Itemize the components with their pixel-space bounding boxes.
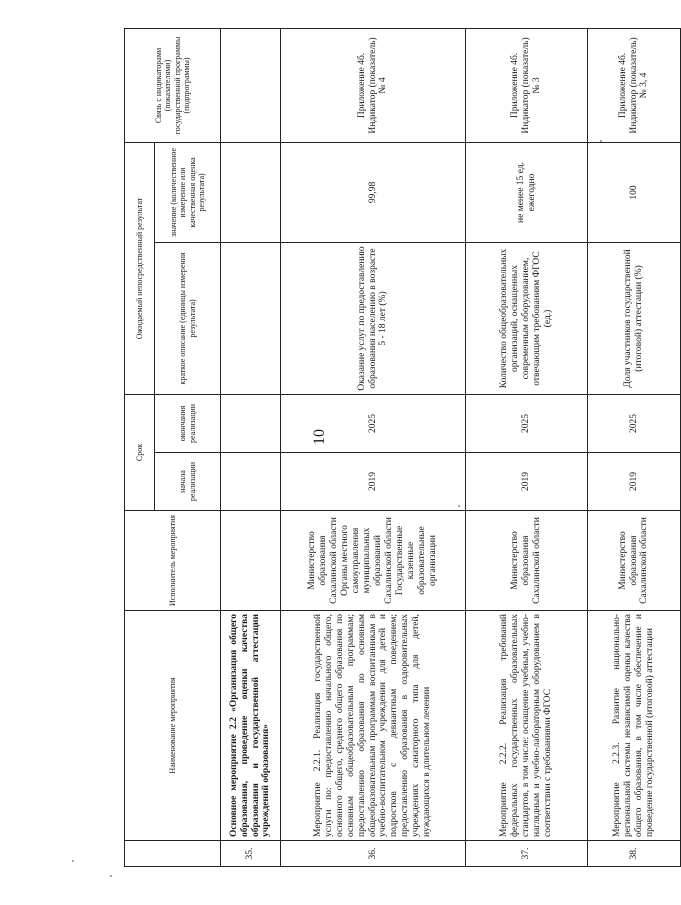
table-row — [466, 28, 588, 866]
row-value: не менее 15 ед. ежегодно — [466, 142, 588, 242]
page-number: 10 — [311, 429, 328, 445]
row-num: 37. — [466, 841, 588, 867]
row-start: 2019 — [466, 453, 588, 511]
row-desc — [221, 242, 281, 394]
table-row — [221, 28, 281, 866]
rotated-table-wrapper — [124, 29, 680, 867]
row-name: Основное мероприятие 2.2 «Организация общего образования, проведение оценки качества образования и государственной аттестации учреждений образования» — [221, 611, 281, 841]
row-desc: Количество общеобразовательных организаций, оснащенных современным оборудованием, отвечающим требованиям ФГОС (ед.) — [466, 242, 588, 394]
row-executor: Министерство образования Сахалинской области — [588, 511, 681, 611]
row-value: 100 — [588, 142, 681, 242]
row-executor: Министерство образования Сахалинской области — [466, 511, 588, 611]
header-result: Ожидаемый непосредственный результат — [125, 142, 155, 394]
row-end: 2025 — [466, 394, 588, 452]
row-num: 38. — [588, 841, 681, 867]
header-row-1 — [125, 28, 155, 866]
header-end: окончания реализации — [155, 394, 221, 452]
row-name: Мероприятие 2.2.1. Реализация государственной услуги по: предоставлению начального общего, основного общего, среднего общего образования по основным общеобразовательным программам; предоставлению образования по основным общеобразовательным программам воспитанникам в учебно-воспитательном учреждении для детей и подростков с девиантным поведением; предоставлению образования в оздоровительных учреждениях санаторного типа для детей, нуждающихся в длительном лечении — [281, 611, 466, 841]
row-executor — [221, 511, 281, 611]
row-executor: Министерство образования Сахалинской области Органы местного самоуправления муниципальных образований Сахалинской области Государственные казенные образовательные организации — [281, 511, 466, 611]
row-desc: Доля участников государственной (итоговой) аттестации (%) — [588, 242, 681, 394]
row-value: 99,98 — [281, 142, 466, 242]
row-link — [221, 28, 281, 142]
document-sheet — [124, 29, 680, 867]
header-executor: Исполнитель мероприятия — [125, 511, 221, 611]
table-row — [588, 28, 681, 866]
row-end — [221, 394, 281, 452]
row-end: 2025 — [588, 394, 681, 452]
row-link: Приложение 4б. Индикатор (показатель) № 4 — [281, 28, 466, 142]
row-start: 2019 — [588, 453, 681, 511]
header-link: Связь с индикаторами (показателями) государственной программы (подпрограммы) — [125, 28, 221, 142]
row-desc: Оказание услуг по предоставлению образования населению в возрасте 5 - 18 лет (%) — [281, 242, 466, 394]
scan-speck — [600, 140, 602, 142]
header-name: Наименование мероприятия — [125, 611, 221, 841]
row-num: 36. — [281, 841, 466, 867]
row-value — [221, 142, 281, 242]
row-start: 2019 — [281, 453, 466, 511]
scan-speck — [458, 505, 460, 507]
header-term: Срок — [125, 394, 155, 510]
header-start: начала реализации — [155, 453, 221, 511]
header-short-desc: краткое описание (единицы измерения результата) — [155, 242, 221, 394]
row-name: Мероприятие 2.2.2. Реализация требований федеральных государственных образовательных стандартов, в том числе: оснащение учебным, учебно-наглядным и учебно-лабораторным оборудованием в соответствии с требованиями ФГОС — [466, 611, 588, 841]
header-num — [125, 841, 221, 867]
row-link: Приложение 4б. Индикатор (показатель) № 3 — [466, 28, 588, 142]
row-link: Приложение 4б. Индикатор (показатель) № 3, 4 — [588, 28, 681, 142]
measures-table — [124, 28, 681, 867]
row-end: 2025 — [281, 394, 466, 452]
row-num: 35. — [221, 841, 281, 867]
scan-speck — [72, 860, 74, 862]
row-name: Мероприятие 2.2.3. Развитие национально-региональной системы независимой оценки качества общего образования, в том числе обеспечение и проведение государственной (итоговой) аттестации — [588, 611, 681, 841]
header-value: значение (количественное измерение или качественная оценка результата) — [155, 142, 221, 242]
table-row — [281, 28, 466, 866]
row-start — [221, 453, 281, 511]
scan-speck — [110, 875, 112, 877]
